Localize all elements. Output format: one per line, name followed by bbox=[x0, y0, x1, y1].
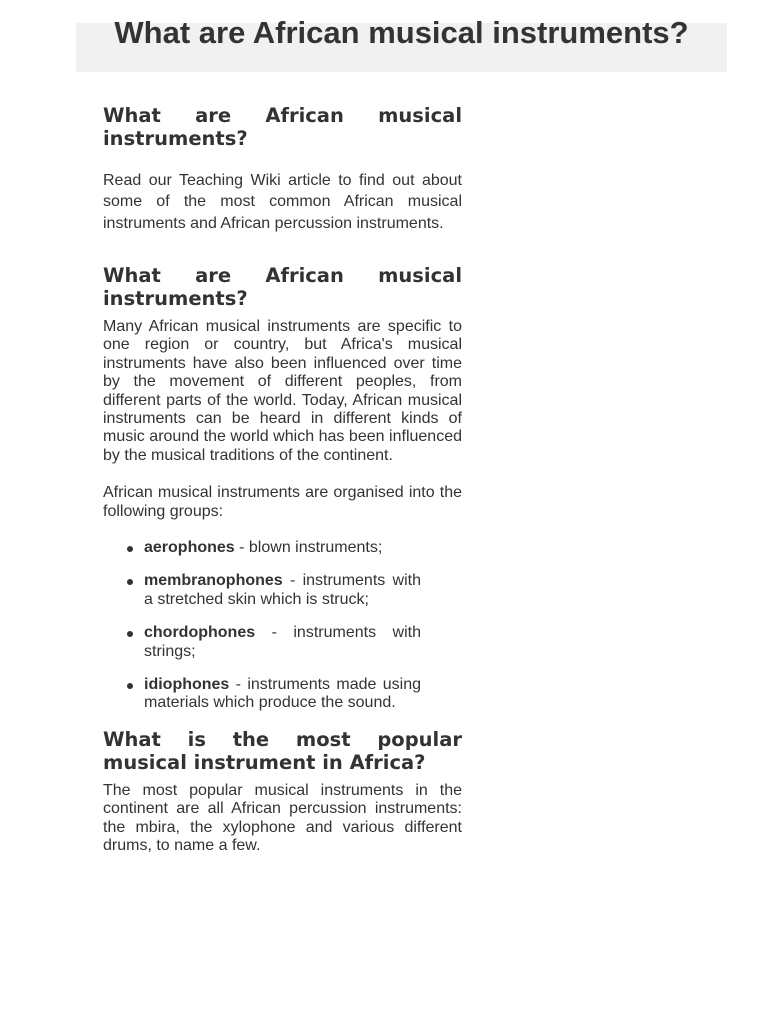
title-banner bbox=[76, 15, 727, 72]
list-item bbox=[103, 624, 421, 661]
bullet-icon bbox=[127, 579, 133, 585]
intro-paragraph: Read our Teaching Wiki article to find out about some of the most common African musical instruments and African percussion instruments. bbox=[103, 172, 462, 232]
list-item bbox=[103, 572, 421, 609]
group-term: chordophones bbox=[144, 624, 256, 642]
section-heading-instruments: What are African musical instruments? bbox=[103, 263, 462, 310]
section-heading-popular: What is the most popular musical instrument in Africa? bbox=[103, 727, 462, 774]
group-term: membranophones bbox=[144, 572, 283, 590]
popular-paragraph: The most popular musical instruments in the continent are all African percussion instruments: the mbira, the xylophone and various different drums, to name a few. bbox=[103, 781, 462, 855]
bullet-icon bbox=[127, 683, 133, 689]
instrument-groups-list bbox=[103, 539, 421, 713]
list-item bbox=[103, 676, 421, 713]
bullet-icon bbox=[127, 631, 133, 637]
bullet-icon bbox=[127, 546, 133, 552]
instruments-paragraph: Many African musical instruments are specific to one region or country, but Africa's musical instruments have also been influenced over time by the movement of different peoples, from different parts of the world. Today, African musical instruments can be heard in different kinds of music around the world which has been influenced by the musical traditions of the continent. bbox=[103, 317, 462, 464]
groups-intro-paragraph: African musical instruments are organised into the following groups: bbox=[103, 484, 462, 520]
group-term: aerophones bbox=[144, 538, 235, 556]
section-heading-intro: What are African musical instruments? bbox=[103, 104, 462, 150]
article-content bbox=[103, 104, 462, 855]
group-description: - instruments with a stretched skin which is struck; bbox=[144, 572, 421, 608]
group-description: - instruments made using materials which produce the sound. bbox=[144, 675, 421, 712]
group-description: - blown instruments; bbox=[234, 538, 383, 556]
group-term: idiophones bbox=[144, 675, 230, 693]
page-title: What are African musical instruments? bbox=[114, 15, 689, 50]
group-description: - instruments with strings; bbox=[144, 624, 421, 660]
list-item bbox=[103, 539, 421, 557]
